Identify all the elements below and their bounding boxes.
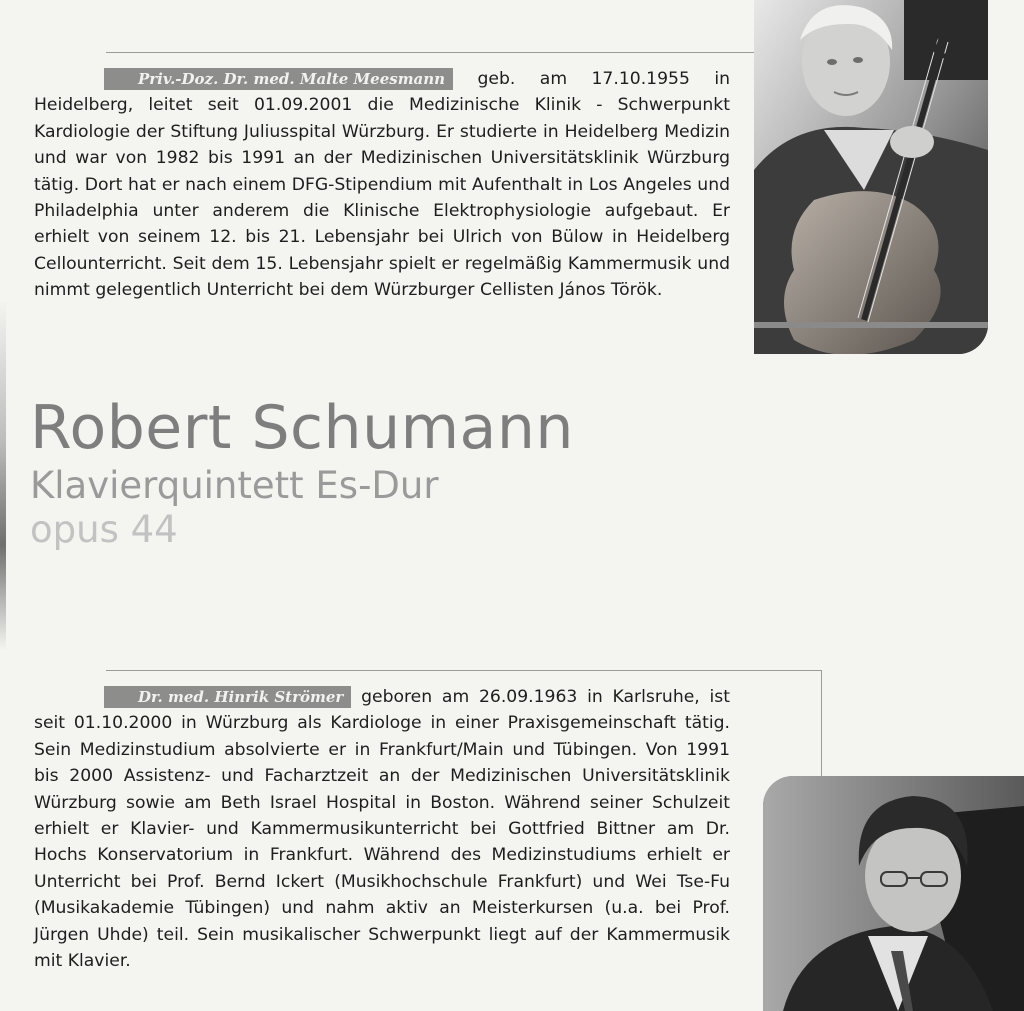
- bio-malte-meesmann: [34, 66, 730, 304]
- frame-line-top-1: [106, 52, 754, 53]
- bio-text: geb. am 17.10.1955 in Heidelberg, leitet seit 01.09.2001 die Medizinische Klinik - Schwerpunkt Kardiologie der Stiftung Juliusspital Würzburg. Er studierte in Heidelberg Medizin und war von 1982 bis 1991 an der Medizinischen Universitätsklinik Würzburg tätig. Dort hat er nach einem DFG-Stipendium mit Aufenthalt in Los Angeles und Philadelphia unter anderem die Klinische Elektrophysiologie aufgebaut. Er erhielt von seinem 12. bis 21. Lebensjahr bei Ulrich von Bülow in Heidelberg Cellounterricht. Seit dem 15. Lebensjahr spielt er regelmäßig Kammermusik und nimmt gelegentlich Unterricht bei dem Würzburger Cellisten János Török.: [34, 69, 730, 301]
- frame-line-side-2: [821, 670, 822, 776]
- frame-line-top-2: [106, 670, 822, 671]
- opus-number: opus 44: [30, 508, 178, 551]
- pianist-illustration: [763, 776, 1024, 1011]
- cellist-photo: [754, 0, 988, 354]
- cellist-illustration: [754, 0, 988, 354]
- bio-hinrik-stroemer: [34, 684, 730, 974]
- name-label: Dr. med. Hinrik Strömer: [104, 686, 351, 708]
- page-edge-shadow: [0, 300, 6, 650]
- work-headline: [30, 392, 574, 552]
- composer-name: Robert Schumann: [30, 393, 574, 463]
- pianist-photo: [763, 776, 1024, 1011]
- name-label: Priv.-Doz. Dr. med. Malte Meesmann: [104, 68, 453, 90]
- bio-text: geboren am 26.09.1963 in Karlsruhe, ist seit 01.10.2000 in Würzburg als Kardiologe in einer Praxisgemeinschaft tätig. Sein Medizinstudium absolvierte er in Frankfurt/Main und Tübingen. Von 1991 bis 2000 Assistenz- und Facharztzeit an der Medizinischen Universitätsklinik Würzburg sowie am Beth Israel Hospital in Boston. Während seiner Schulzeit erhielt er Klavier- und Kammermusikunterricht bei Gottfried Bittner am Dr. Hochs Konservatorium in Frankfurt. Während des Medizinstudiums erhielt er Unterricht bei Prof. Bernd Ickert (Musikhochschule Frankfurt) und Wei Tse-Fu (Musikakademie Tübingen) und nahm aktiv an Meisterkursen (u.a. bei Prof. Jürgen Uhde) teil. Sein musikalischer Schwerpunkt liegt auf der Kammermusik mit Klavier.: [34, 687, 730, 972]
- work-title: Klavierquintett Es-Dur: [30, 464, 439, 507]
